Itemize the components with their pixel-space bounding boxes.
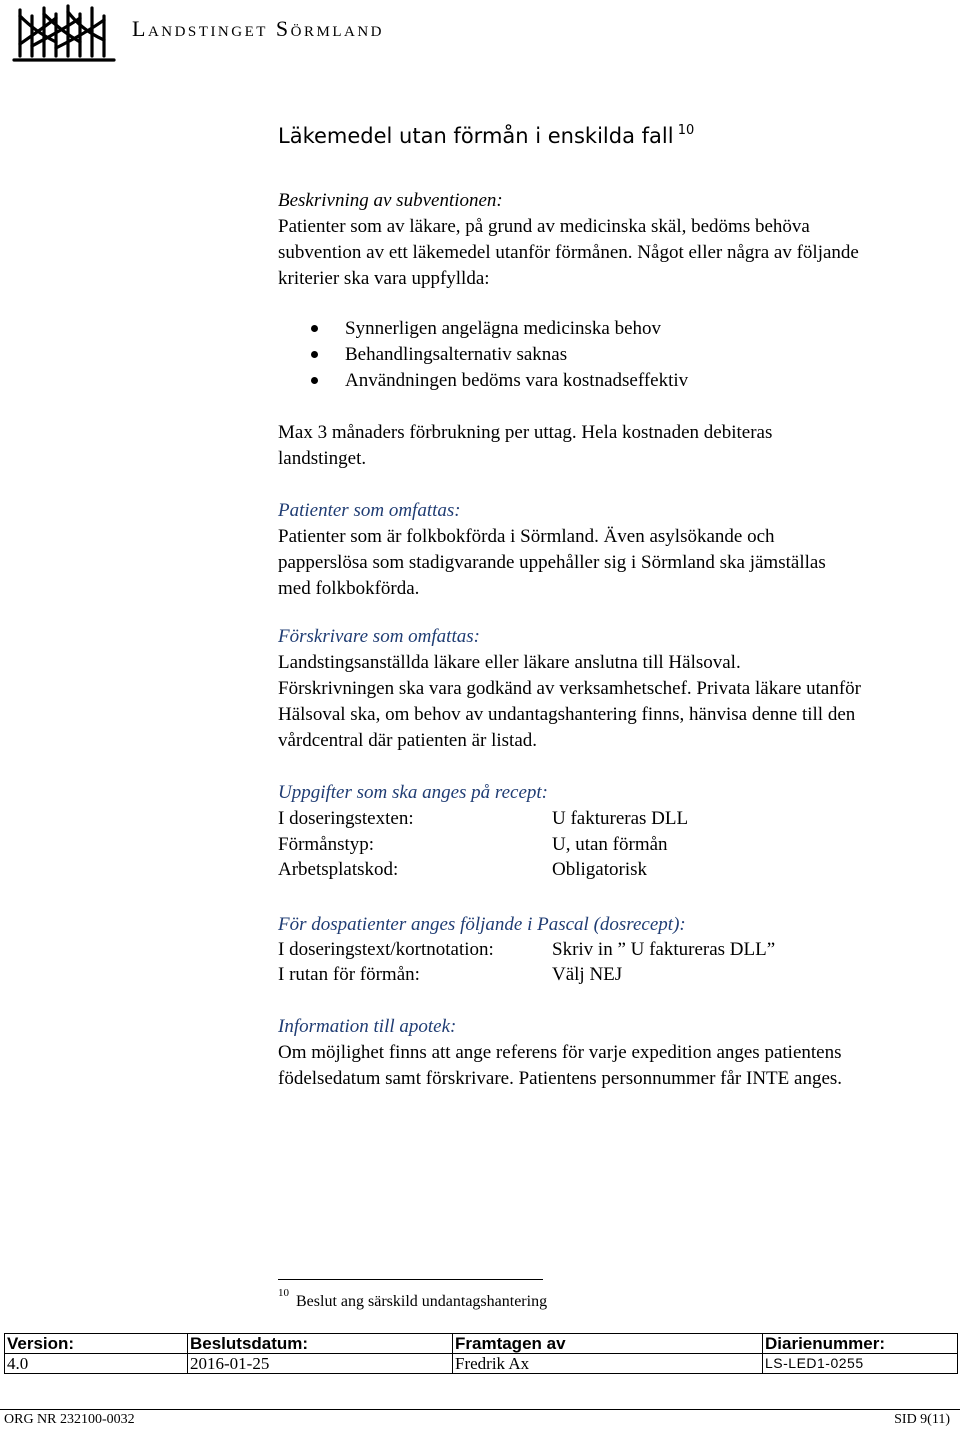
footnote-number: 10 [278,1287,289,1299]
dos-value: Skriv in ” U faktureras DLL” [552,939,776,960]
meta-header-version: Version: [5,1334,188,1354]
prescribers-line-1: Landstingsanställda läkare eller läkare anslutna till Hälsoval. [278,652,741,673]
document-meta-table [4,1333,958,1374]
patients-line-2: papperslösa som stadigvarande uppehåller sig i Sörmland ska jämställas [278,552,826,573]
description-after-line-1: Max 3 månaders förbrukning per uttag. Hela kostnaden debiteras [278,422,773,443]
organization-name: Landstinget Sörmland [132,16,384,41]
prescribers-line-4: vårdcentral där patienten är listad. [278,730,538,751]
meta-header-registry-number: Diarienummer: [763,1334,958,1354]
bullet-icon [311,351,318,358]
criteria-item: Användningen bedöms vara kostnadseffektiv [345,370,689,391]
meta-header-author: Framtagen av [453,1334,763,1354]
dos-value: Välj NEJ [552,964,623,985]
patients-line-1: Patienter som är folkbokförda i Sörmland. Även asylsökande och [278,526,775,547]
dos-label: I rutan för förmån: [278,964,420,985]
section-heading-prescribers: Förskrivare som omfattas: [278,626,480,647]
bullet-icon [311,325,318,332]
pharmacy-line-1: Om möjlighet finns att ange referens för varje expedition anges patientens [278,1042,842,1063]
recipe-value: U, utan förmån [552,834,668,855]
dos-label: I doseringstext/kortnotation: [278,939,494,960]
title-footnote-ref[interactable]: 10 [677,123,695,138]
recipe-label: I doseringstexten: [278,808,414,829]
recipe-label: Arbetsplatskod: [278,859,399,880]
footnote-separator [278,1279,543,1280]
meta-version: 4.0 [5,1354,188,1374]
section-heading-recipe: Uppgifter som ska anges på recept: [278,782,548,803]
section-heading-patients: Patienter som omfattas: [278,500,461,521]
prescribers-line-2: Förskrivningen ska vara godkänd av verksamhetschef. Privata läkare utanför [278,678,861,699]
meta-registry-number: LS-LED1-0255 [763,1354,958,1374]
meta-author: Fredrik Ax [453,1354,763,1374]
meta-decision-date: 2016-01-25 [188,1354,453,1374]
document-title [278,121,694,151]
recipe-label: Förmånstyp: [278,834,375,855]
prescribers-line-3: Hälsoval ska, om behov av undantagshantering finns, hänvisa denne till den [278,704,856,725]
meta-header-decision-date: Beslutsdatum: [188,1334,453,1354]
criteria-item: Synnerligen angelägna medicinska behov [345,318,662,339]
description-line-2: subvention av ett läkemedel utanför förmånen. Något eller några av följande [278,242,859,263]
landstinget-sormland-logo-icon [10,4,120,66]
recipe-value: Obligatorisk [552,859,647,880]
section-heading-dos-patients: För dospatienter anges följande i Pascal (dosrecept): [278,914,686,935]
section-heading-description: Beskrivning av subventionen: [278,190,503,211]
footer-separator [0,1409,960,1410]
bullet-icon [311,377,318,384]
patients-line-3: med folkbokförda. [278,578,420,599]
meta-header-row [5,1334,958,1354]
criteria-item: Behandlingsalternativ saknas [345,344,568,365]
footer-page-number: SID 9(11) [894,1412,950,1427]
title-text: Läkemedel utan förmån i enskilda fall [278,124,674,148]
description-line-1: Patienter som av läkare, på grund av medicinska skäl, bedöms behöva [278,216,810,237]
footer-org-number: ORG NR 232100-0032 [4,1412,135,1427]
meta-value-row [5,1354,958,1374]
footnote-text: Beslut ang särskild undantagshantering [296,1293,548,1310]
description-line-3: kriterier ska vara uppfyllda: [278,268,490,289]
pharmacy-line-2: födelsedatum samt förskrivare. Patientens personnummer får INTE anges. [278,1068,843,1089]
section-heading-pharmacy: Information till apotek: [278,1016,457,1037]
recipe-value: U faktureras DLL [552,808,689,829]
description-after-line-2: landstinget. [278,448,367,469]
